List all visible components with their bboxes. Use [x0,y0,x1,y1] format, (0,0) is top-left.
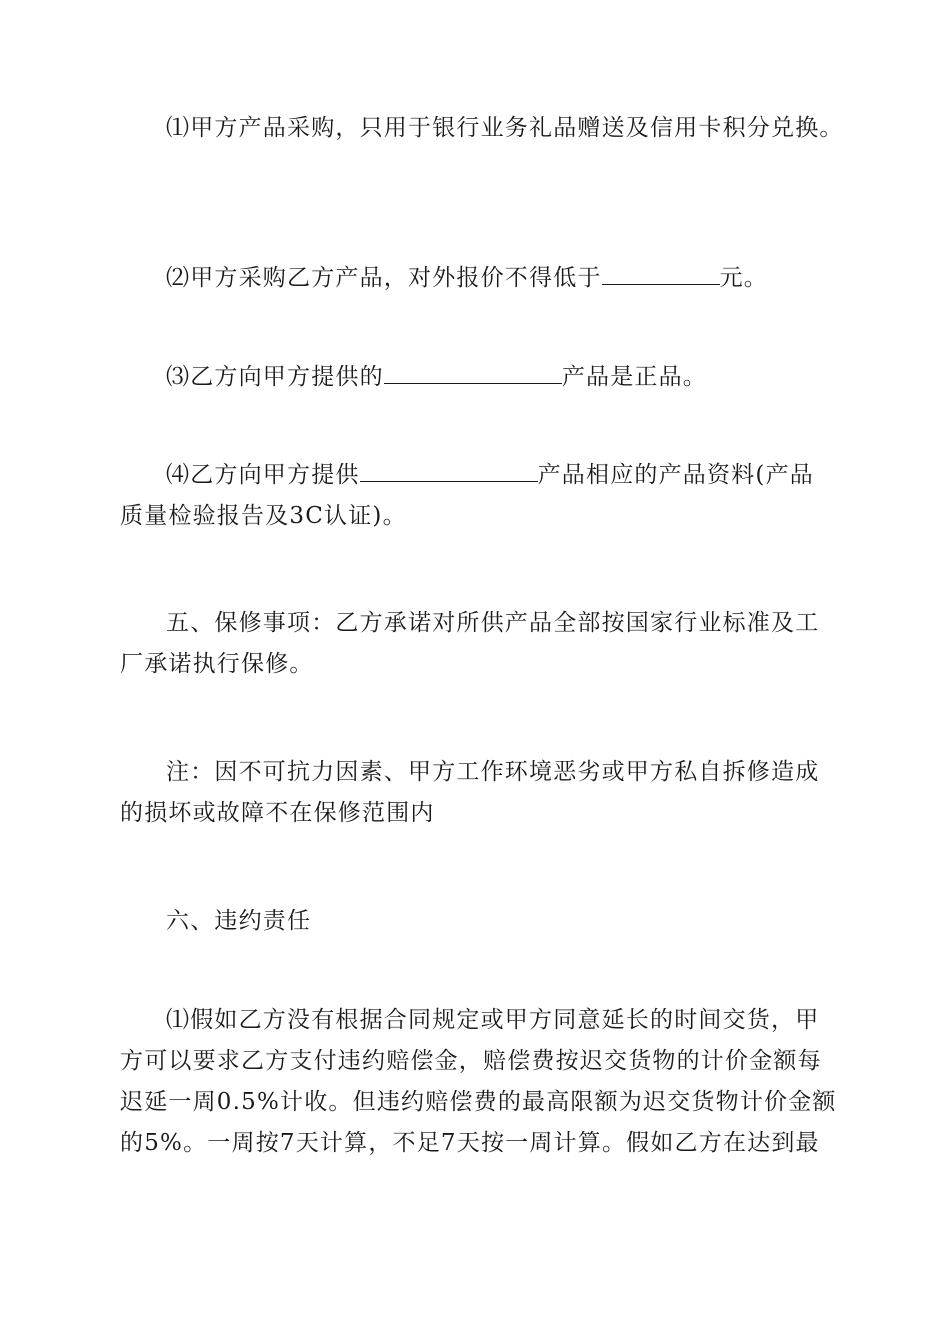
paragraph-line: ⑴假如乙方没有根据合同规定或甲方同意延长的时间交货，甲 [166,1007,820,1033]
fill-in-blank [384,363,562,384]
section-5-warranty [120,603,832,685]
paragraph-line: 的5%。一周按7天计算，不足7天按一周计算。假如乙方在达到最 [120,1130,820,1156]
clause-1-purchase-use [120,108,844,149]
paragraph-line [120,258,832,299]
paragraph-line: 五、保修事项：乙方承诺对所供产品全部按国家行业标准及工 [166,610,820,636]
paragraph-text: 产品相应的产品资料(产品 [537,462,814,488]
paragraph-line: 质量检验报告及3C认证)。 [120,503,407,529]
warranty-note [120,752,832,834]
paragraph-line: 厂承诺执行保修。 [120,651,314,677]
paragraph-text: ⑵甲方采购乙方产品，对外报价不得低于 [166,265,602,291]
paragraph-line: 迟延一周0.5%计收。但违约赔偿费的最高限额为迟交货物计价金额 [120,1089,837,1115]
paragraph-text: ⑴甲方产品采购，只用于银行业务礼品赠送及信用卡积分兑换。 [166,115,844,141]
paragraph-line [120,455,832,496]
paragraph-text: ⑶乙方向甲方提供的 [166,364,384,390]
section-heading: 六、违约责任 [166,908,312,934]
paragraph-text: 产品是正品。 [561,364,708,390]
paragraph-line [120,357,832,398]
clause-4-product-documents [120,455,832,537]
paragraph-line: 的损坏或故障不在保修范围内 [120,800,435,826]
fill-in-blank [360,461,538,482]
section-6-heading [120,901,832,942]
clause-2-price-limit [120,258,832,299]
paragraph-text: 元。 [719,265,769,291]
clause-3-genuine-product [120,357,832,398]
paragraph-line: 方可以要求乙方支付违约赔偿金，赔偿费按迟交货物的计价金额每 [120,1048,822,1074]
fill-in-blank [602,264,720,285]
breach-clause-1 [120,1000,837,1164]
paragraph-line: 注：因不可抗力因素、甲方工作环境恶劣或甲方私自拆修造成 [166,759,820,785]
paragraph-text: ⑷乙方向甲方提供 [166,462,360,488]
